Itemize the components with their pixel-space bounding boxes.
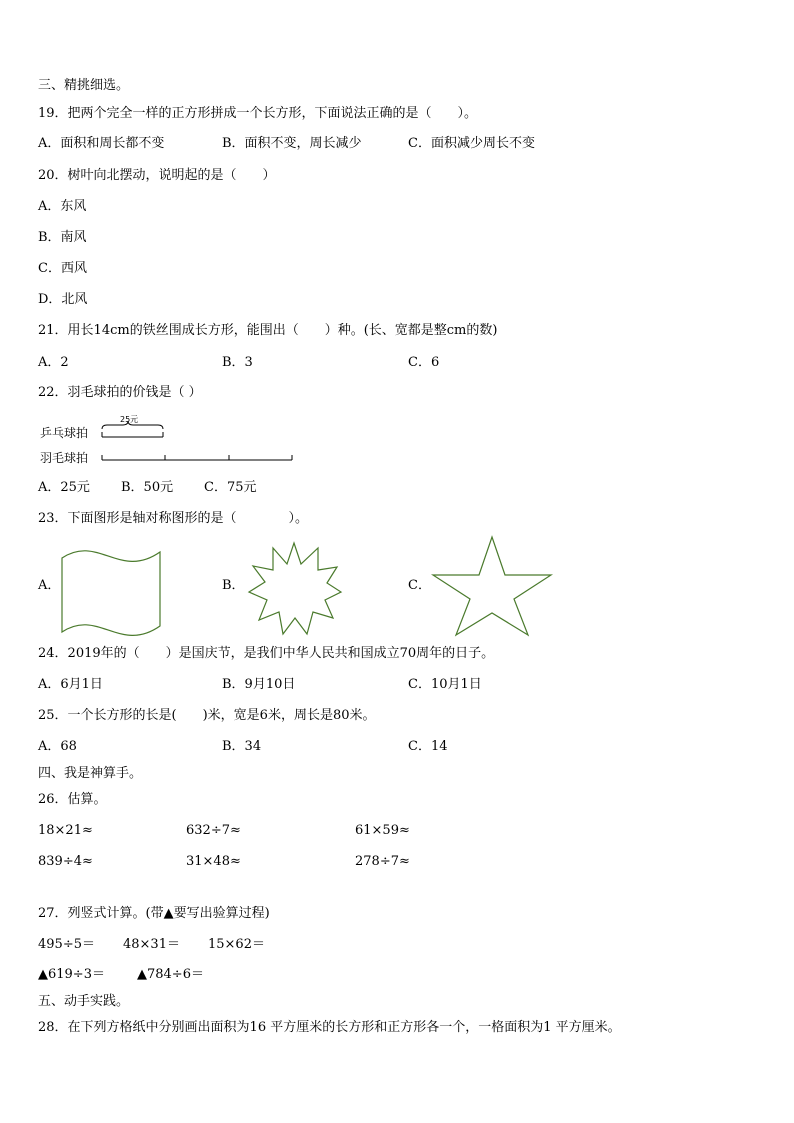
q20-option-a: A．东风 <box>38 199 87 214</box>
q19-option-a: A．面积和周长都不变 <box>38 136 165 151</box>
estimate-item: 278÷7≈ <box>355 854 410 869</box>
q24-option-b: B．9月10日 <box>222 677 296 692</box>
q21-option-c: C．6 <box>408 355 440 370</box>
wave-flag-shape <box>58 542 168 642</box>
five-point-star-shape <box>430 535 554 639</box>
fig-price-label: 25元 <box>120 415 139 424</box>
section-heading-4: 四、我是神算手。 <box>38 766 143 781</box>
vertical-calc-item: ▲784÷6＝ <box>137 967 204 982</box>
q23-option-b: B． <box>222 578 245 593</box>
question-26-stem: 26．估算。 <box>38 792 107 807</box>
question-23-stem: 23．下面图形是轴对称图形的是（ ）。 <box>38 511 309 526</box>
q21-option-a: A．2 <box>38 355 69 370</box>
q24-option-a: A．6月1日 <box>38 677 103 692</box>
question-21-stem: 21．用长14cm的铁丝围成长方形，能围出（ ）种。(长、宽都是整cm的数) <box>38 323 498 338</box>
question-27-stem: 27．列竖式计算。(带▲要写出验算过程) <box>38 906 270 921</box>
section-heading-3: 三、精挑细选。 <box>38 78 130 93</box>
q22-option-b: B．50元 <box>121 480 174 495</box>
question-24-stem: 24．2019年的（ ）是国庆节，是我们中华人民共和国成立70周年的日子。 <box>38 646 495 661</box>
estimate-item: 31×48≈ <box>186 854 241 869</box>
question-28-stem: 28．在下列方格纸中分别画出面积为16 平方厘米的长方形和正方形各一个，一格面积为1 平方厘米。 <box>38 1020 621 1035</box>
q19-option-b: B．面积不变，周长减少 <box>222 136 362 151</box>
question-22-stem: 22．羽毛球拍的价钱是（ ） <box>38 385 202 400</box>
question-25-stem: 25．一个长方形的长是( )米，宽是6米，周长是80米。 <box>38 708 376 723</box>
estimate-item: 61×59≈ <box>355 823 410 838</box>
q20-option-b: B．南风 <box>38 230 87 245</box>
question-19-stem: 19．把两个完全一样的正方形拼成一个长方形，下面说法正确的是（ ）。 <box>38 106 478 121</box>
starburst-shape <box>245 540 345 640</box>
vertical-calc-item: 48×31＝ <box>123 937 180 952</box>
vertical-calc-item: 15×62＝ <box>208 937 265 952</box>
q22-option-c: C．75元 <box>204 480 257 495</box>
q25-option-c: C．14 <box>408 739 448 754</box>
q22-option-a: A．25元 <box>38 480 90 495</box>
vertical-calc-item: 495÷5＝ <box>38 937 95 952</box>
fig-label-badminton: 羽毛球拍 <box>40 451 89 465</box>
estimate-item: 632÷7≈ <box>186 823 241 838</box>
q23-option-a: A． <box>38 578 61 593</box>
question-20-stem: 20．树叶向北摆动，说明起的是（ ） <box>38 168 276 183</box>
price-brace <box>102 421 163 429</box>
q20-option-d: D．北风 <box>38 292 88 307</box>
q19-option-c: C．面积减少周长不变 <box>408 136 535 151</box>
q25-option-a: A．68 <box>38 739 77 754</box>
q24-option-c: C．10月1日 <box>408 677 482 692</box>
fig-label-pingpong: 乒乓球拍 <box>40 426 89 440</box>
q20-option-c: C．西风 <box>38 261 87 276</box>
estimate-item: 18×21≈ <box>38 823 93 838</box>
q21-option-b: B．3 <box>222 355 253 370</box>
section-heading-5: 五、动手实践。 <box>38 994 130 1009</box>
line-segment-diagram <box>95 420 295 470</box>
estimate-item: 839÷4≈ <box>38 854 93 869</box>
vertical-calc-item: ▲619÷3＝ <box>38 967 105 982</box>
q23-option-c: C． <box>408 578 431 593</box>
q25-option-b: B．34 <box>222 739 262 754</box>
